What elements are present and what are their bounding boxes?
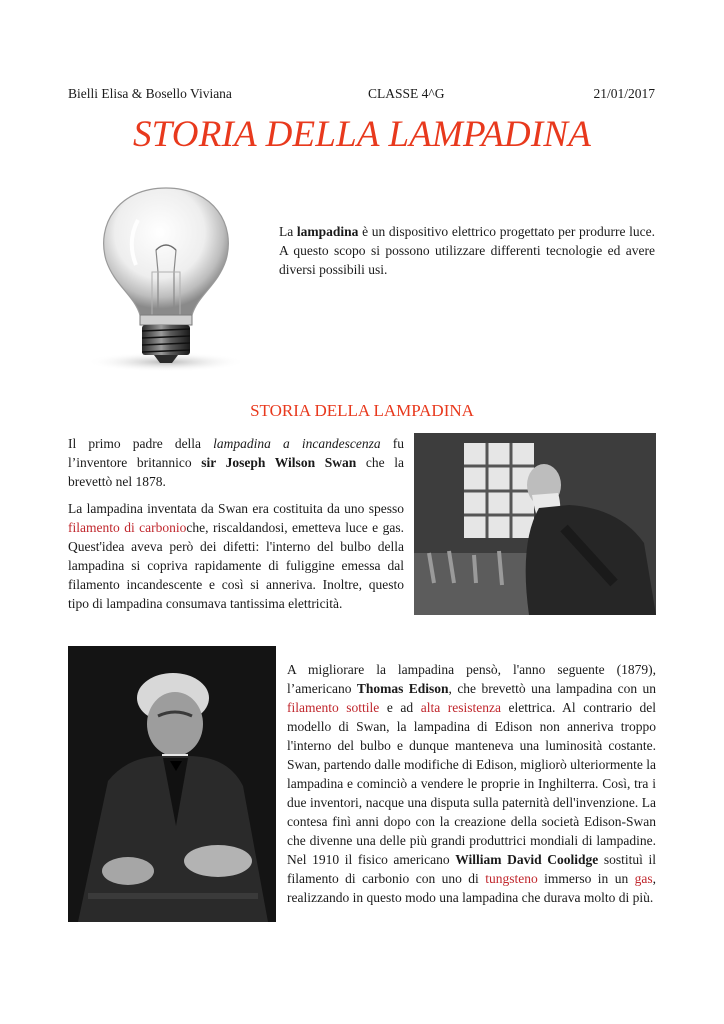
intro-bold-term: lampadina [296,224,359,239]
text: , realizzando in questo modo una lampadina che durava molto di più. [287,871,656,905]
swan-photo [414,433,656,615]
swan-text-column [68,434,404,621]
text: fu l’inventore britannico [68,436,405,470]
bold-name: Thomas Edison [356,681,449,696]
text: che la brevettò nel 1878. [68,455,404,489]
red-term: filamento di carbonio [68,520,187,535]
text: sostituì il filamento di carbonio con uno di [287,852,657,886]
header-date: 21/01/2017 [593,86,655,101]
intro-text: La [279,224,297,239]
section-subtitle: STORIA DELLA LAMPADINA [250,401,474,420]
red-term: tungsteno [485,871,538,886]
paragraph-edison [287,660,656,907]
text: che, riscaldandosi, emetteva luce e gas. Quest'idea aveva però dei difetti: l'interno del bulbo della lampadina si copriva rapidamente di fuliggine emessa dal filamento incandescente e così si anneriva. Inoltre, questo tipo di lampadina consumava tantissima elettricità. [68,520,404,611]
light-bulb-image [78,180,258,375]
text: elettrica. Al contrario del modello di Swan, la lampadina di Edison non anneriva troppo l'interno del bulbo e dunque manteneva una luminosità costante. Swan, partendo dalle modifiche di Edison, migliorò ulteriormente la lampadina e cominciò a vendere le proprie in Inghilterra. Così, tra i due inventori, nacque una disputa sulla paternità dell'invenzione. La contesa finì anni dopo con la creazione della società Edison-Swan che divenne una delle più grandi produttrici mondiali di lampadine. Nel 1910 il fisico americano [287,700,656,867]
header-class: CLASSE 4^G [368,86,445,101]
edison-text-column [287,660,656,907]
intro-paragraph [279,222,655,279]
paragraph-swan-intro [68,434,404,491]
page-title: STORIA DELLA LAMPADINA [132,114,592,155]
text: La lampadina inventata da Swan era costituita da uno spesso [68,501,404,516]
paragraph-swan-bulb [68,499,404,613]
red-term: alta resistenza [420,700,501,715]
italic-term: lampadina a incandescenza [213,436,381,451]
text: , che brevettò una lampadina con un [448,681,656,696]
page-header [68,86,655,104]
text: e ad [379,700,421,715]
edison-photo [68,646,276,922]
header-authors: Bielli Elisa & Bosello Viviana [68,86,232,101]
intro-text: è un dispositivo elettrico progettato per produrre luce. A questo scopo si possono utilizzare differenti tecnologie ed avere diversi possibili usi. [279,224,655,277]
text: A migliorare la lampadina pensò, l'anno seguente (1879), l’americano [287,662,656,696]
red-term: gas [634,871,653,886]
text: Il primo padre della [68,436,214,451]
text: immerso in un [537,871,635,886]
red-term: filamento sottile [287,700,380,715]
bold-name: sir Joseph Wilson Swan [201,455,357,470]
bold-name: William David Coolidge [455,852,599,867]
